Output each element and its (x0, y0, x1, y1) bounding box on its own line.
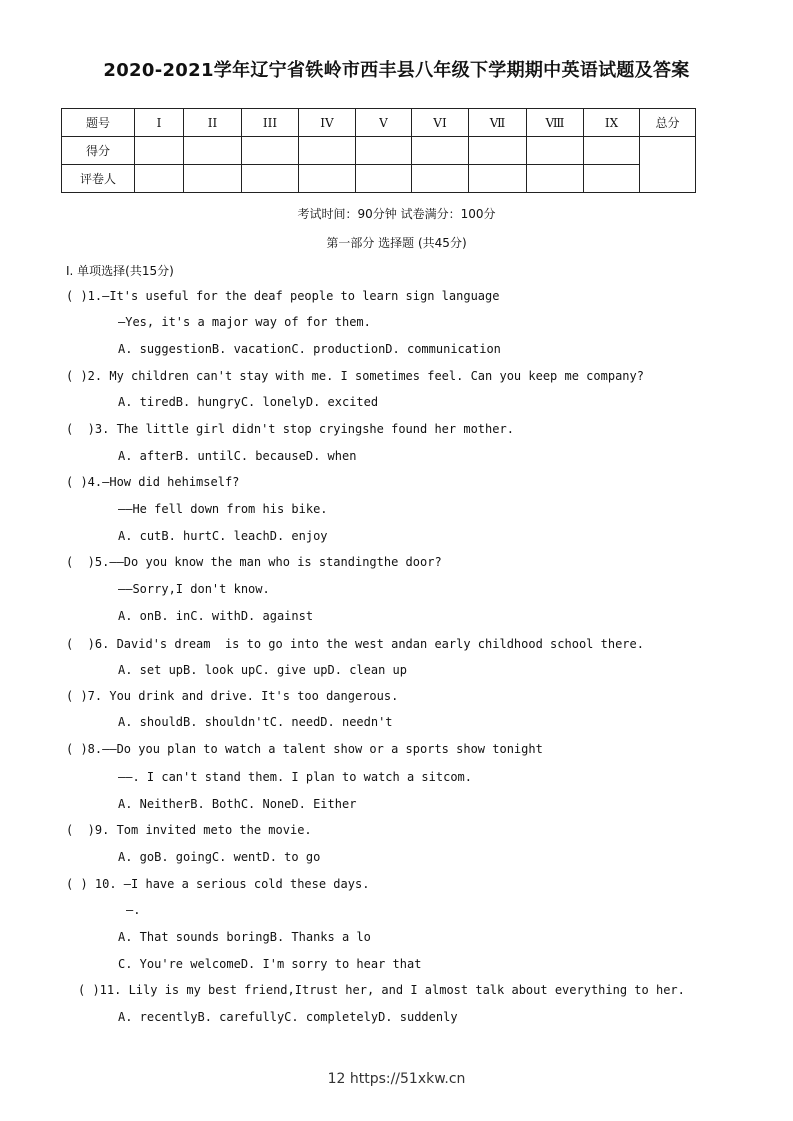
score-cell (135, 137, 184, 165)
grader-cell (584, 165, 640, 193)
answer-options: A. tiredB. hungryC. lonelyD. excited (118, 395, 379, 409)
answer-options: A. suggestionB. vacationC. productionD. communication (118, 342, 501, 356)
question-line: ——Sorry,I don't know. (118, 582, 270, 596)
question-line: ( )1.—It's useful for the deaf people to learn sign language (66, 289, 500, 303)
question-line: ( )2. My children can't stay with me. I sometimes feel. Can you keep me company? (66, 369, 644, 383)
document-title: 2020-2021学年辽宁省铁岭市西丰县八年级下学期期中英语试题及答案 (103, 60, 690, 81)
score-cell (469, 137, 527, 165)
header-cell: 题号 (62, 109, 135, 137)
answer-options: A. shouldB. shouldn'tC. needD. needn't (118, 715, 393, 729)
header-cell: II (184, 109, 242, 137)
answer-options: A. NeitherB. BothC. NoneD. Either (118, 797, 357, 811)
grader-cell (184, 165, 242, 193)
question-line: ( )4.—How did hehimself? (66, 475, 240, 489)
page-footer: 12 https://51xkw.cn (327, 1071, 466, 1087)
section-title: I. 单项选择(共15分) (66, 264, 174, 278)
question-line: —. (126, 903, 141, 917)
score-cell (242, 137, 299, 165)
grader-row (62, 165, 696, 193)
answer-options: A. onB. inC. withD. against (118, 609, 314, 623)
score-cell (184, 137, 242, 165)
score-cell (356, 137, 412, 165)
total-score-cell (640, 137, 696, 193)
question-line: ( )6. David's dream is to go into the west andan early childhood school there. (66, 637, 644, 651)
header-cell: III (242, 109, 299, 137)
question-line: ( )11. Lily is my best friend,Itrust her, and I almost talk about everything to her. (78, 983, 685, 997)
row-label: 得分 (62, 137, 135, 165)
header-cell: V (356, 109, 412, 137)
grader-cell (242, 165, 299, 193)
grader-cell (356, 165, 412, 193)
grader-cell (412, 165, 469, 193)
part-title: 第一部分 选择题 (共45分) (326, 236, 467, 250)
header-cell: IV (299, 109, 356, 137)
answer-options: A. afterB. untilC. becauseD. when (118, 449, 357, 463)
grader-cell (299, 165, 356, 193)
question-line: ( )7. You drink and drive. It's too dangerous. (66, 689, 399, 703)
answer-options: A. That sounds boringB. Thanks a lo (118, 930, 371, 944)
question-line: ( )9. Tom invited meto the movie. (66, 823, 312, 837)
question-line: ( ) 10. —I have a serious cold these days. (66, 877, 370, 891)
score-row (62, 137, 696, 165)
score-cell (527, 137, 584, 165)
question-line: ——He fell down from his bike. (118, 502, 328, 516)
score-cell (584, 137, 640, 165)
row-label: 评卷人 (62, 165, 135, 193)
question-line: ( )3. The little girl didn't stop cryingshe found her mother. (66, 422, 514, 436)
answer-options: C. You're welcomeD. I'm sorry to hear that (118, 957, 422, 971)
header-cell: Ⅷ (527, 109, 584, 137)
question-line: ( )8.——Do you plan to watch a talent show or a sports show tonight (66, 742, 543, 756)
score-cell (299, 137, 356, 165)
score-cell (412, 137, 469, 165)
answer-options: A. cutB. hurtC. leachD. enjoy (118, 529, 328, 543)
header-cell: Ⅶ (469, 109, 527, 137)
grader-cell (135, 165, 184, 193)
question-line: ——. I can't stand them. I plan to watch a sitcom. (118, 770, 473, 784)
score-table-header-row (62, 109, 696, 137)
header-cell: VI (412, 109, 469, 137)
question-line: —Yes, it's a major way of for them. (118, 315, 371, 329)
exam-info: 考试时间：90分钟 试卷满分：100分 (297, 207, 496, 221)
answer-options: A. set upB. look upC. give upD. clean up (118, 663, 407, 677)
answer-options: A. recentlyB. carefullyC. completelyD. suddenly (118, 1010, 458, 1024)
question-line: ( )5.——Do you know the man who is standingthe door? (66, 555, 442, 569)
grader-cell (527, 165, 584, 193)
grader-cell (469, 165, 527, 193)
header-cell: I (135, 109, 184, 137)
header-cell: 总分 (640, 109, 696, 137)
header-cell: IX (584, 109, 640, 137)
answer-options: A. goB. goingC. wentD. to go (118, 850, 321, 864)
score-table (61, 108, 696, 193)
